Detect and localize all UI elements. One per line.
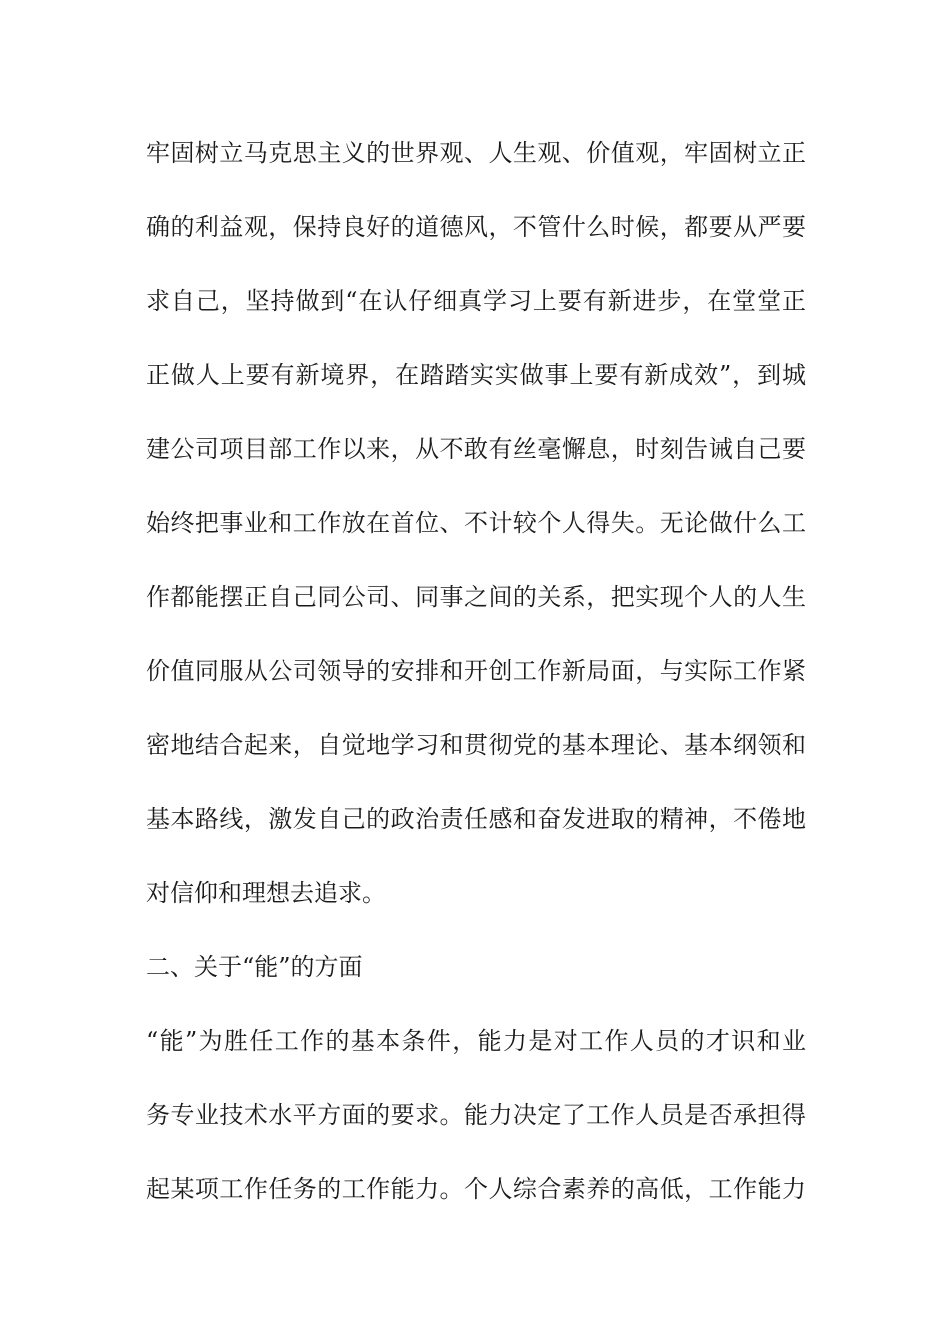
paragraph-line-1: 牢固树立马克思主义的世界观、人生观、价值观，牢固树立正 <box>146 139 806 167</box>
paragraph-line-10: 基本路线，激发自己的政治责任感和奋发进取的精神，不倦地 <box>146 805 806 833</box>
section-heading: 二、关于“能”的方面 <box>146 953 363 981</box>
paragraph-line-6: 始终把事业和工作放在首位、不计较个人得失。无论做什么工 <box>146 509 806 537</box>
paragraph-line-9: 密地结合起来，自觉地学习和贯彻党的基本理论、基本纲领和 <box>146 731 806 759</box>
paragraph-line-3: 求自己，坚持做到“在认仔细真学习上要有新进步，在堂堂正 <box>146 287 806 315</box>
paragraph-line-11: 对信仰和理想去追求。 <box>146 879 386 907</box>
paragraph-line-15: 起某项工作任务的工作能力。个人综合素养的高低，工作能力 <box>146 1175 806 1203</box>
paragraph-line-5: 建公司项目部工作以来，从不敢有丝毫懈息，时刻告诫自己要 <box>146 435 806 463</box>
paragraph-line-8: 价值同服从公司领导的安排和开创工作新局面，与实际工作紧 <box>146 657 806 685</box>
paragraph-line-2: 确的利益观，保持良好的道德风，不管什么时候，都要从严要 <box>146 213 806 241</box>
paragraph-line-4: 正做人上要有新境界，在踏踏实实做事上要有新成效”，到城 <box>146 361 806 389</box>
paragraph-line-7: 作都能摆正自己同公司、同事之间的关系，把实现个人的人生 <box>146 583 806 611</box>
paragraph-line-14: 务专业技术水平方面的要求。能力决定了工作人员是否承担得 <box>146 1101 806 1129</box>
paragraph-line-13: “能”为胜任工作的基本条件，能力是对工作人员的才识和业 <box>146 1027 806 1055</box>
